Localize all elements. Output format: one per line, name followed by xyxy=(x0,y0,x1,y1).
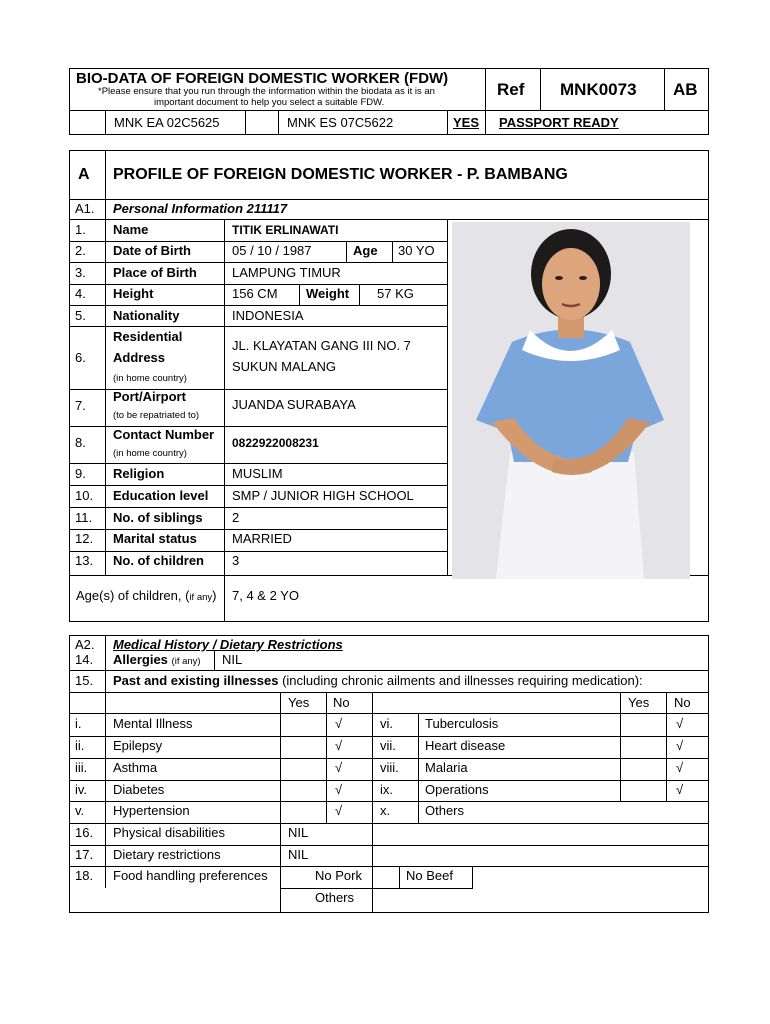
illness-left-5-number: v. xyxy=(75,803,85,818)
row-12-number: 12. xyxy=(75,531,94,546)
check-mark-icon: √ xyxy=(335,803,343,818)
airport-value: JUANDA SURABAYA xyxy=(232,397,356,412)
illness-right-5-label: Others xyxy=(425,803,465,818)
children-ages-value: 7, 4 & 2 YO xyxy=(232,588,299,603)
a1-number: A1. xyxy=(75,201,95,216)
allergy-value: NIL xyxy=(222,652,243,667)
birthplace-value: LAMPUNG TIMUR xyxy=(232,265,341,280)
address-sub-label: (in home country) xyxy=(113,373,187,384)
biodata-note-line-2: important document to help you select a suitable FDW. xyxy=(154,97,385,108)
illness-left-4-number: iv. xyxy=(75,782,88,797)
row-11-number: 11. xyxy=(75,510,93,525)
children-ages-label: Age(s) of children, (if any) xyxy=(76,588,217,603)
illness-left-1-label: Mental Illness xyxy=(113,716,193,731)
allergy-number: 14. xyxy=(75,652,94,667)
passport-yes: YES xyxy=(453,115,480,130)
a1-title: Personal Information 211117 xyxy=(113,201,288,216)
check-mark-icon: √ xyxy=(676,782,684,797)
address-value-line-2: SUKUN MALANG xyxy=(232,359,337,374)
weight-value: 57 KG xyxy=(377,286,414,301)
row-7-number: 7. xyxy=(75,398,86,413)
illness-left-1-number: i. xyxy=(75,716,82,731)
allergy-label: Allergies (if any) xyxy=(113,652,201,667)
passport-status: PASSPORT READY xyxy=(499,115,619,130)
row-2-number: 2. xyxy=(75,243,86,258)
ref-suffix: AB xyxy=(673,80,698,99)
weight-label: Weight xyxy=(306,286,350,301)
address-label-line-2: Address xyxy=(113,350,166,365)
dob-label: Date of Birth xyxy=(113,243,191,258)
airport-sub-label: (to be repatriated to) xyxy=(113,410,200,421)
address-label-line-1: Residential xyxy=(113,329,183,344)
row-4-number: 4. xyxy=(75,286,86,301)
worker-photo xyxy=(452,222,690,579)
physical-value: NIL xyxy=(288,825,309,840)
nationality-value: INDONESIA xyxy=(232,308,304,323)
airport-label: Port/Airport xyxy=(113,389,186,404)
check-mark-icon: √ xyxy=(676,760,684,775)
illness-left-3-number: iii. xyxy=(75,760,88,775)
height-label: Height xyxy=(113,286,154,301)
illness-right-3-number: viii. xyxy=(380,760,399,775)
illness-right-4-label: Operations xyxy=(425,782,489,797)
no-header-right: No xyxy=(674,695,691,710)
illness-left-4-label: Diabetes xyxy=(113,782,165,797)
contact-value: 0822922008231 xyxy=(232,436,319,450)
row-5-number: 5. xyxy=(75,308,86,323)
age-value: 30 YO xyxy=(398,243,435,258)
education-value: SMP / JUNIOR HIGH SCHOOL xyxy=(232,488,414,503)
check-mark-icon: √ xyxy=(335,782,343,797)
illness-label: Past and existing illnesses (including chronic ailments and illnesses requiring medication): xyxy=(113,673,643,688)
no-pork-option: No Pork xyxy=(315,868,362,883)
marital-value: MARRIED xyxy=(232,531,292,546)
illness-number: 15. xyxy=(75,673,94,688)
worker-photo-illustration xyxy=(452,222,690,579)
check-mark-icon: √ xyxy=(335,760,343,775)
siblings-value: 2 xyxy=(232,510,240,525)
physical-number: 16. xyxy=(75,825,94,840)
row-13-number: 13. xyxy=(75,553,94,568)
es-number: MNK ES 07C5622 xyxy=(287,115,394,130)
name-value: TITIK ERLINAWATI xyxy=(232,223,339,237)
others-option: Others xyxy=(315,890,355,905)
illness-right-1-number: vi. xyxy=(380,716,393,731)
no-header-left: No xyxy=(333,695,350,710)
check-mark-icon: √ xyxy=(335,738,343,753)
row-9-number: 9. xyxy=(75,466,86,481)
illness-left-5-label: Hypertension xyxy=(113,803,190,818)
dietary-number: 17. xyxy=(75,847,94,862)
yes-header-left: Yes xyxy=(288,695,310,710)
ref-label: Ref xyxy=(497,80,525,99)
illness-right-2-label: Heart disease xyxy=(425,738,506,753)
yes-header-right: Yes xyxy=(628,695,650,710)
name-label: Name xyxy=(113,222,149,237)
illness-left-2-number: ii. xyxy=(75,738,85,753)
ref-code: MNK0073 xyxy=(560,80,637,99)
marital-label: Marital status xyxy=(113,531,197,546)
dietary-label: Dietary restrictions xyxy=(113,847,221,862)
a2-title: Medical History / Dietary Restrictions xyxy=(113,637,343,652)
illness-right-3-label: Malaria xyxy=(425,760,468,775)
height-value: 156 CM xyxy=(232,286,278,301)
dietary-value: NIL xyxy=(288,847,309,862)
siblings-label: No. of siblings xyxy=(113,510,203,525)
age-label: Age xyxy=(353,243,378,258)
biodata-title: BIO-DATA OF FOREIGN DOMESTIC WORKER (FDW) xyxy=(76,70,449,87)
birthplace-label: Place of Birth xyxy=(113,265,197,280)
religion-value: MUSLIM xyxy=(232,466,283,481)
children-value: 3 xyxy=(232,553,240,568)
row-10-number: 10. xyxy=(75,488,94,503)
illness-left-2-label: Epilepsy xyxy=(113,738,163,753)
illness-right-2-number: vii. xyxy=(380,738,396,753)
row-8-number: 8. xyxy=(75,435,86,450)
a2-number: A2. xyxy=(75,637,95,652)
contact-label: Contact Number xyxy=(113,427,215,442)
check-mark-icon: √ xyxy=(335,716,343,731)
illness-left-3-label: Asthma xyxy=(113,760,158,775)
ea-number: MNK EA 02C5625 xyxy=(114,115,220,130)
food-label: Food handling preferences xyxy=(113,868,268,883)
contact-sub-label: (in home country) xyxy=(113,448,187,459)
section-a-letter: A xyxy=(78,166,90,183)
address-value-line-1: JL. KLAYATAN GANG III NO. 7 xyxy=(232,338,411,353)
nationality-label: Nationality xyxy=(113,308,180,323)
biodata-note-line-1: *Please ensure that you run through the information within the biodata as it is an xyxy=(98,86,435,97)
row-3-number: 3. xyxy=(75,265,86,280)
no-beef-option: No Beef xyxy=(406,868,453,883)
children-label: No. of children xyxy=(113,553,204,568)
religion-label: Religion xyxy=(113,466,165,481)
section-a-title: PROFILE OF FOREIGN DOMESTIC WORKER - P. BAMBANG xyxy=(113,166,568,183)
food-number: 18. xyxy=(75,868,94,883)
row-6-number: 6. xyxy=(75,350,86,365)
check-mark-icon: √ xyxy=(676,716,684,731)
illness-right-5-number: x. xyxy=(380,803,391,818)
illness-right-4-number: ix. xyxy=(380,782,393,797)
dob-value: 05 / 10 / 1987 xyxy=(232,243,312,258)
education-label: Education level xyxy=(113,488,209,503)
illness-right-1-label: Tuberculosis xyxy=(425,716,499,731)
check-mark-icon: √ xyxy=(676,738,684,753)
row-1-number: 1. xyxy=(75,222,86,237)
physical-label: Physical disabilities xyxy=(113,825,225,840)
